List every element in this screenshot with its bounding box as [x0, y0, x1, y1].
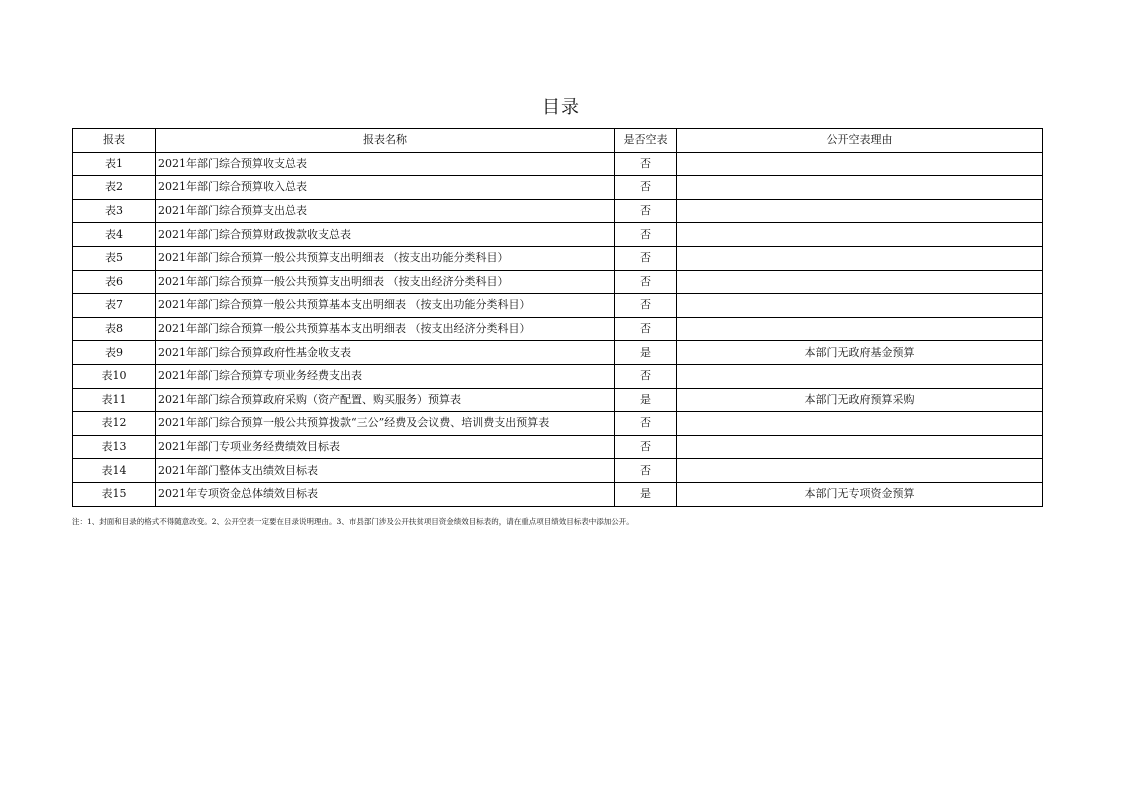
empty-reason-cell: [677, 152, 1043, 176]
table-row: [73, 199, 1043, 223]
table-row: [73, 412, 1043, 436]
empty-reason-cell: 本部门无政府预算采购: [677, 388, 1043, 412]
empty-reason-cell: [677, 364, 1043, 388]
empty-reason-cell: [677, 317, 1043, 341]
report-name-cell: 2021年部门综合预算政府性基金收支表: [156, 341, 615, 365]
report-name-cell: 2021年部门整体支出绩效目标表: [156, 459, 615, 483]
table-row: [73, 482, 1043, 506]
report-name-cell: 2021年部门综合预算财政拨款收支总表: [156, 223, 615, 247]
footnote: 注：1、封面和目录的格式不得随意改变。2、公开空表一定要在目录说明理由。3、市县部门涉及公开扶贫项目资金绩效目标表的，请在重点项目绩效目标表中添加公开。: [72, 517, 634, 526]
table-row: [73, 435, 1043, 459]
report-id-cell: 表7: [73, 294, 156, 318]
report-id-cell: 表6: [73, 270, 156, 294]
table-row: [73, 459, 1043, 483]
is-empty-cell: 否: [615, 435, 677, 459]
table-row: [73, 317, 1043, 341]
empty-reason-cell: [677, 199, 1043, 223]
report-id-cell: 表11: [73, 388, 156, 412]
table-row: [73, 152, 1043, 176]
report-name-cell: 2021年部门综合预算一般公共预算支出明细表 （按支出经济分类科目）: [156, 270, 615, 294]
report-name-cell: 2021年部门综合预算收支总表: [156, 152, 615, 176]
empty-reason-cell: 本部门无政府基金预算: [677, 341, 1043, 365]
empty-reason-cell: [677, 412, 1043, 436]
header-empty-reason: 公开空表理由: [677, 129, 1043, 153]
table-row: [73, 341, 1043, 365]
report-name-cell: 2021年部门综合预算支出总表: [156, 199, 615, 223]
table-row: [73, 246, 1043, 270]
is-empty-cell: 否: [615, 223, 677, 247]
report-name-cell: 2021年部门综合预算一般公共预算拨款“三公”经费及会议费、培训费支出预算表: [156, 412, 615, 436]
is-empty-cell: 否: [615, 270, 677, 294]
report-id-cell: 表2: [73, 176, 156, 200]
report-id-cell: 表8: [73, 317, 156, 341]
table-row: [73, 270, 1043, 294]
report-id-cell: 表14: [73, 459, 156, 483]
is-empty-cell: 否: [615, 246, 677, 270]
is-empty-cell: 是: [615, 341, 677, 365]
empty-reason-cell: [677, 176, 1043, 200]
report-id-cell: 表12: [73, 412, 156, 436]
report-id-cell: 表10: [73, 364, 156, 388]
page-title: 目录: [542, 97, 580, 118]
empty-reason-cell: [677, 294, 1043, 318]
report-name-cell: 2021年部门综合预算专项业务经费支出表: [156, 364, 615, 388]
is-empty-cell: 否: [615, 317, 677, 341]
is-empty-cell: 否: [615, 152, 677, 176]
report-id-cell: 表1: [73, 152, 156, 176]
empty-reason-cell: [677, 435, 1043, 459]
is-empty-cell: 否: [615, 199, 677, 223]
empty-reason-cell: 本部门无专项资金预算: [677, 482, 1043, 506]
table-row: [73, 176, 1043, 200]
is-empty-cell: 是: [615, 388, 677, 412]
empty-reason-cell: [677, 223, 1043, 247]
empty-reason-cell: [677, 246, 1043, 270]
report-id-cell: 表5: [73, 246, 156, 270]
report-id-cell: 表15: [73, 482, 156, 506]
is-empty-cell: 否: [615, 294, 677, 318]
report-name-cell: 2021年部门综合预算政府采购（资产配置、购买服务）预算表: [156, 388, 615, 412]
report-name-cell: 2021年专项资金总体绩效目标表: [156, 482, 615, 506]
is-empty-cell: 是: [615, 482, 677, 506]
table-row: [73, 388, 1043, 412]
report-id-cell: 表13: [73, 435, 156, 459]
empty-reason-cell: [677, 270, 1043, 294]
empty-reason-cell: [677, 459, 1043, 483]
catalog-table: [72, 128, 1043, 507]
report-name-cell: 2021年部门综合预算一般公共预算基本支出明细表 （按支出功能分类科目）: [156, 294, 615, 318]
report-id-cell: 表9: [73, 341, 156, 365]
header-is-empty: 是否空表: [615, 129, 677, 153]
table-row: [73, 294, 1043, 318]
is-empty-cell: 否: [615, 412, 677, 436]
table-body: [73, 152, 1043, 506]
is-empty-cell: 否: [615, 176, 677, 200]
table-row: [73, 364, 1043, 388]
header-report-name: 报表名称: [156, 129, 615, 153]
report-id-cell: 表3: [73, 199, 156, 223]
is-empty-cell: 否: [615, 459, 677, 483]
report-name-cell: 2021年部门综合预算一般公共预算支出明细表 （按支出功能分类科目）: [156, 246, 615, 270]
table-row: [73, 223, 1043, 247]
is-empty-cell: 否: [615, 364, 677, 388]
table-header-row: [73, 129, 1043, 153]
report-id-cell: 表4: [73, 223, 156, 247]
report-name-cell: 2021年部门综合预算一般公共预算基本支出明细表 （按支出经济分类科目）: [156, 317, 615, 341]
report-name-cell: 2021年部门专项业务经费绩效目标表: [156, 435, 615, 459]
report-name-cell: 2021年部门综合预算收入总表: [156, 176, 615, 200]
header-report-id: 报表: [73, 129, 156, 153]
